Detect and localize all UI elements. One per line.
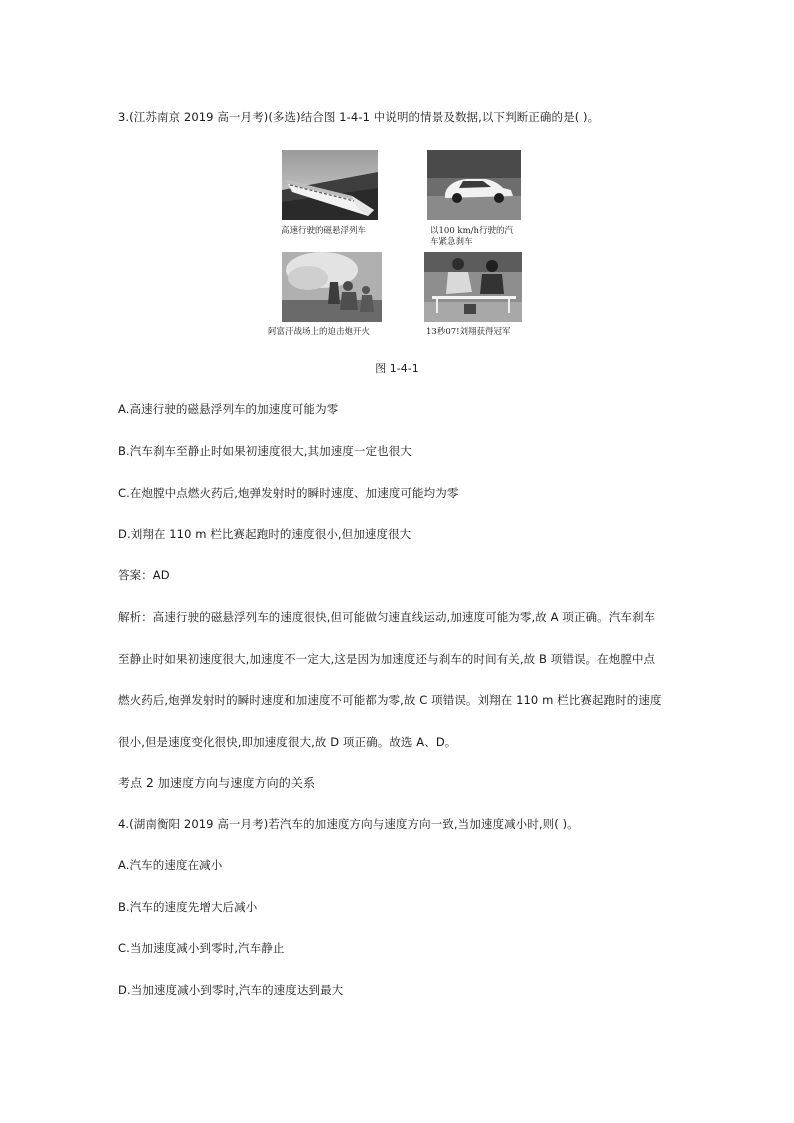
mortar-fire-photo xyxy=(282,252,382,322)
q3-analysis-line4: 很小,但是速度变化很快,即加速度很大,故 D 项正确。故选 A、D。 xyxy=(118,735,457,749)
q3-option-b: B.汽车刹车至静止时如果初速度很大,其加速度一定也很大 xyxy=(118,444,412,458)
q3-option-d: D.刘翔在 110 m 栏比赛起跑时的速度很小,但加速度很大 xyxy=(118,527,412,541)
section-title: 考点 2 加速度方向与速度方向的关系 xyxy=(118,776,316,790)
q4-stem: 4.(湖南衡阳 2019 高一月考)若汽车的加速度方向与速度方向一致,当加速度减小时,则( )。 xyxy=(118,817,579,831)
q3-answer: 答案：AD xyxy=(118,568,170,582)
q3-analysis-line1: 解析：高速行驶的磁悬浮列车的速度很快,但可能做匀速直线运动,加速度可能为零,故 A 项正确。汽车刹车 xyxy=(118,610,656,624)
q3-option-c: C.在炮膛中点燃火药后,炮弹发射时的瞬时速度、加速度可能均为零 xyxy=(118,486,459,500)
caption-hurdle: 13秒07!刘翔获得冠军 xyxy=(426,327,511,337)
q4-option-d: D.当加速度减小到零时,汽车的速度达到最大 xyxy=(118,983,344,997)
hurdle-race-photo xyxy=(424,252,522,322)
q4-option-a: A.汽车的速度在减小 xyxy=(118,858,223,872)
maglev-train-photo xyxy=(282,150,378,220)
braking-car-photo xyxy=(427,150,521,220)
q3-analysis-line3: 燃火药后,炮弹发射时的瞬时速度和加速度不可能都为零,故 C 项错误。刘翔在 110 m 栏比赛起跑时的速度 xyxy=(118,693,662,707)
q4-option-b: B.汽车的速度先增大后减小 xyxy=(118,900,258,914)
q3-stem: 3.(江苏南京 2019 高一月考)(多选)结合图 1-4-1 中说明的情景及数据,以下判断正确的是( )。 xyxy=(118,110,600,124)
q3-analysis-line2: 至静止时如果初速度很大,加速度不一定大,这是因为加速度还与刹车的时间有关,故 B 项错误。在炮膛中点 xyxy=(118,652,656,666)
figure-1-4-1 xyxy=(268,146,536,346)
q4-option-c: C.当加速度减小到零时,汽车静止 xyxy=(118,941,285,955)
q3-option-a: A.高速行驶的磁悬浮列车的加速度可能为零 xyxy=(118,402,339,416)
caption-car-line1: 以100 km/h行驶的汽 xyxy=(430,226,513,236)
figure-label: 图 1-4-1 xyxy=(375,362,419,375)
caption-train: 高速行驶的磁悬浮列车 xyxy=(281,226,367,236)
caption-mortar: 阿富汗战场上的迫击炮开火 xyxy=(268,327,371,337)
caption-car-line2: 车紧急刹车 xyxy=(430,237,473,247)
